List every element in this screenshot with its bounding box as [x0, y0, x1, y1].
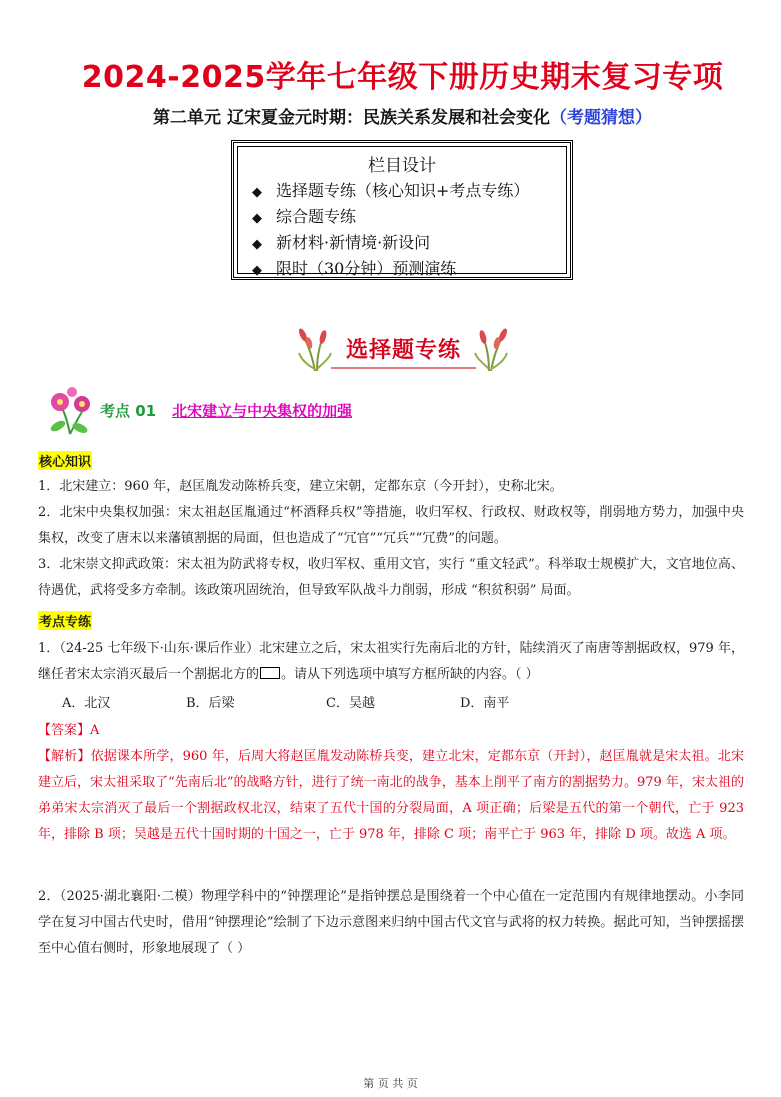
diamond-bullet-icon: ◆	[252, 185, 262, 200]
column-design-title: 栏目设计	[368, 156, 436, 176]
question-1-stem: 1．（24-25 七年级下·山东·课后作业）北宋建立之后，宋太祖实行先南后北的方针，陆续消灭了南唐等割据政权，979 年，继任者宋太宗消灭最后一个割据北方的 。请从下列选项中填写方框所缺的内容。（ ）	[38, 641, 744, 682]
column-design-item: ◆ 选择题专练（核心知识+考点专练）	[252, 179, 529, 205]
page-footer: 第 页 共 页	[363, 1077, 418, 1090]
subtitle-tag: （考题猜想）	[549, 108, 652, 128]
option-b: B．后梁	[186, 696, 235, 711]
practice-label: 考点专练	[38, 611, 92, 630]
diamond-bullet-icon: ◆	[252, 237, 262, 252]
subtitle-main: 第二单元 辽宋夏金元时期：民族关系发展和社会变化	[153, 108, 550, 128]
core-knowledge-label: 核心知识	[38, 451, 92, 470]
option-c: C．吴越	[326, 696, 375, 711]
diamond-bullet-icon: ◆	[252, 211, 262, 226]
document-title: 2024-2025学年七年级下册历史期末复习专项	[81, 60, 724, 95]
column-design-item: ◆ 新材料·新情境·新设问	[252, 231, 529, 257]
wheat-right-icon	[473, 325, 511, 373]
core-point-1: 1．北宋建立：960 年，赵匡胤发动陈桥兵变，建立宋朝，定都东京（今开封），史称北宋。	[38, 479, 563, 494]
kaodian-number: 考点 01	[100, 402, 157, 420]
core-point-2: 2．北宋中央集权加强：宋太祖赵匡胤通过“杯酒释兵权”等措施，收归军权、行政权、财政权等，削弱地方势力，加强中央集权，改变了唐末以来藩镇割据的局面，但也造成了“冗官”“冗兵”“冗费”的问题。	[38, 505, 744, 546]
flower-icon	[44, 386, 96, 436]
wheat-left-icon	[295, 325, 333, 373]
question-2-stem: 2．（2025·湖北襄阳·二模）物理学科中的“钟摆理论”是指钟摆总是围绕着一个中心值在一定范围内有规律地摆动。小李同学在复习中国古代史时，借用“钟摆理论”绘制了下边示意图来归纳中国古代文官与武将的权力转换。据此可知，当钟摆摇摆至中心值右侧时，形象地展现了（ ）	[38, 889, 744, 956]
question-1-answer: 【答案】A	[38, 723, 100, 738]
section-banner-text: 选择题专练	[331, 333, 476, 369]
column-design-box	[231, 140, 573, 280]
option-d: D．南平	[460, 696, 510, 711]
question-1-analysis: 【解析】依据课本所学，960 年，后周大将赵匡胤发动陈桥兵变，建立北宋，定都东京（开封），赵匡胤就是宋太祖。北宋建立后，宋太祖采取了“先南后北”的战略方针，进行了统一南北的战争，基本上削平了南方的割据势力。979 年，宋太祖的弟弟宋太宗消灭了最后一个割据政权北汉，结束了五代十国的分裂局面，A 项正确；后梁是五代的第一个朝代，亡于 923 年，排除 B 项；吴越是五代十国时期的十国之一，亡于 978 年，排除 C 项；南平亡于 963 年，排除 D 项。故选 A 项。	[38, 749, 744, 842]
kaodian-heading	[100, 400, 352, 421]
section-banner	[295, 325, 510, 373]
document-subtitle	[0, 103, 781, 128]
kaodian-name: 北宋建立与中央集权的加强	[172, 402, 353, 420]
blank-box	[260, 667, 280, 679]
diamond-bullet-icon: ◆	[252, 263, 262, 278]
column-design-item: ◆ 综合题专练	[252, 205, 529, 231]
column-design-item: ◆ 限时（30分钟）预测演练	[252, 257, 529, 283]
column-design-list	[252, 179, 529, 283]
option-a: A．北汉	[62, 696, 111, 711]
core-point-3: 3．北宋崇文抑武政策：宋太祖为防武将专权，收归军权、重用文官，实行 “重文轻武”。科举取士规模扩大，文官地位高、待遇优，武将受多方牵制。该政策巩固统治，但导致军队战斗力削弱，形成 “积贫积弱” 局面。	[38, 557, 744, 598]
question-1-options	[62, 692, 509, 711]
